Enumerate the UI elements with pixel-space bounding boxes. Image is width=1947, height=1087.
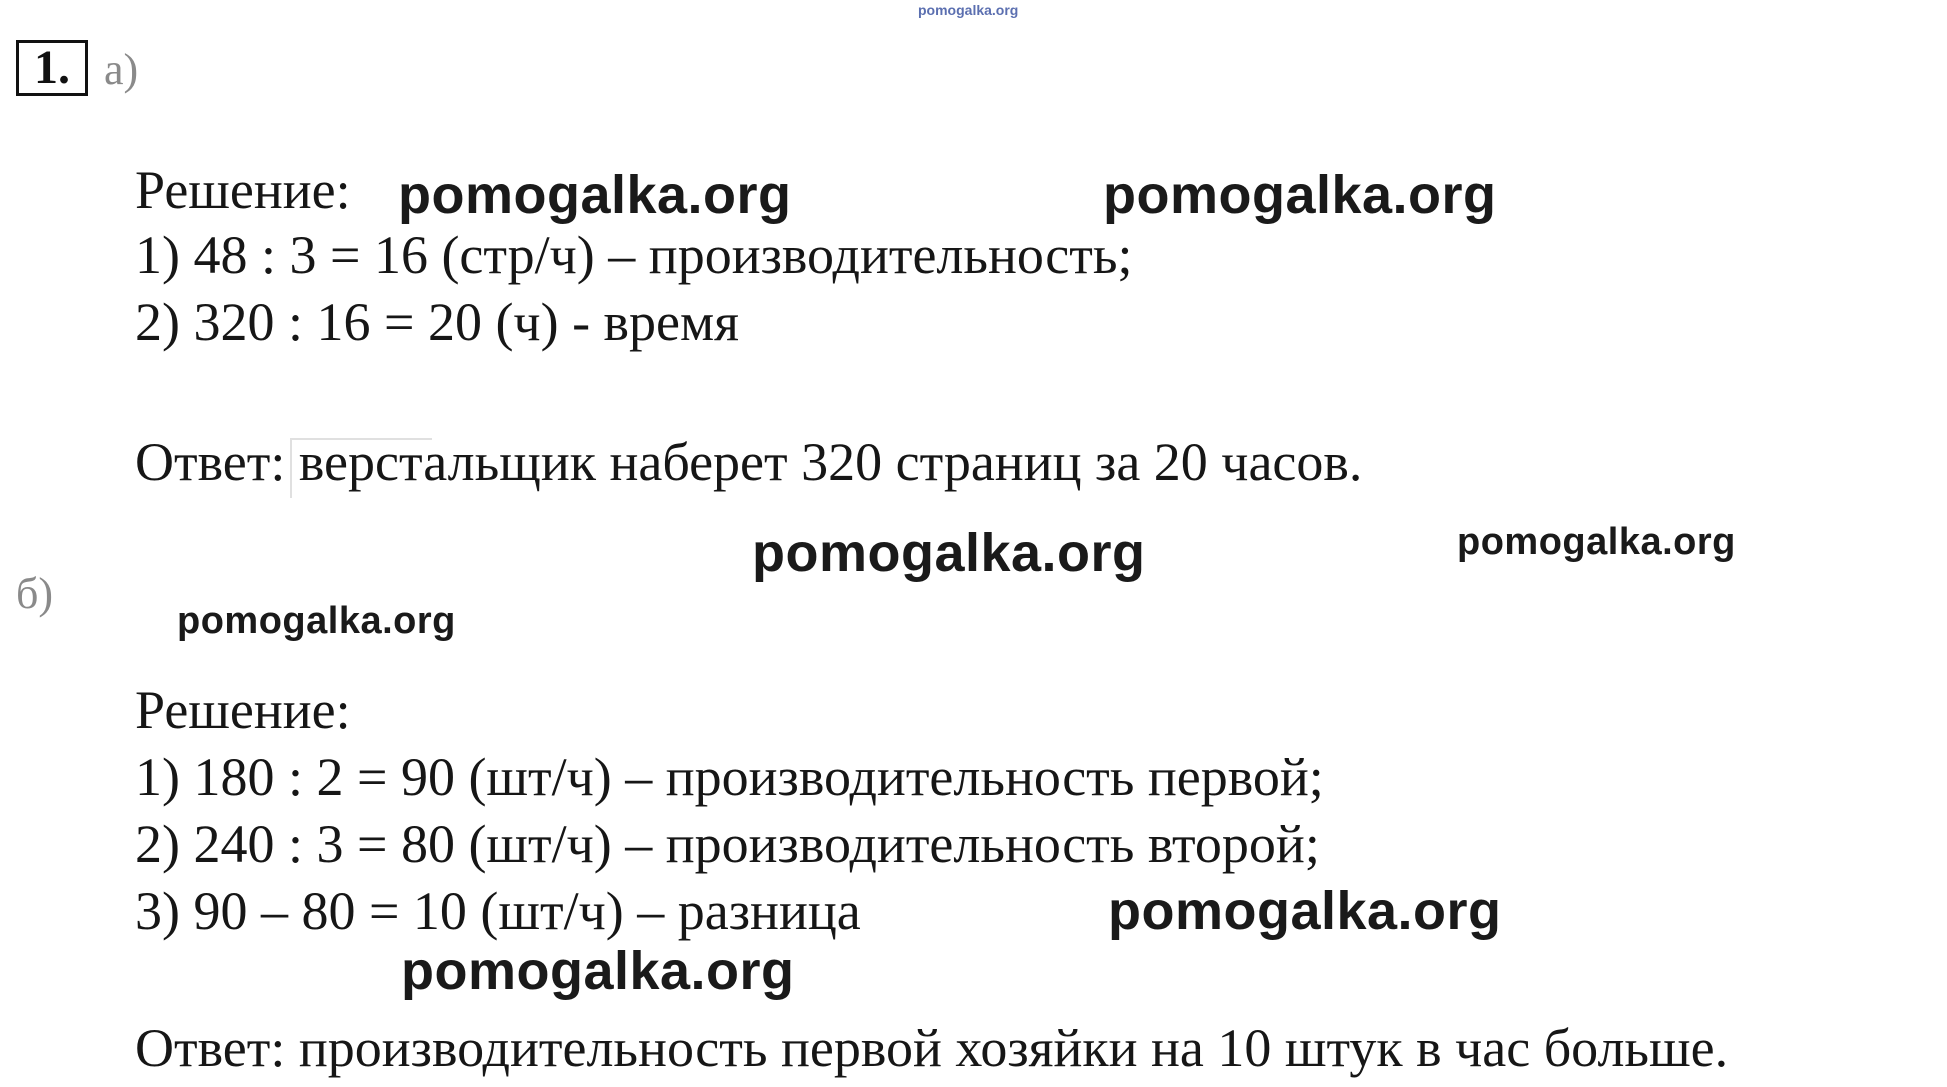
part-a-solution-label: Решение: <box>135 160 351 220</box>
part-a-step-1: 1) 48 : 3 = 16 (стр/ч) – производительность; <box>135 225 1133 285</box>
watermark-2: pomogalka.org <box>1103 165 1497 225</box>
part-a-step-2: 2) 320 : 16 = 20 (ч) - время <box>135 292 740 352</box>
watermark-7: pomogalka.org <box>401 941 795 1001</box>
watermark-5: pomogalka.org <box>177 600 456 642</box>
part-b-step-1: 1) 180 : 2 = 90 (шт/ч) – производительность первой; <box>135 747 1324 807</box>
part-b-answer: Ответ: производительность первой хозяйки на 10 штук в час больше. <box>135 1018 1729 1078</box>
part-a-answer: Ответ: верстальщик наберет 320 страниц за 20 часов. <box>135 432 1363 492</box>
watermark-3: pomogalka.org <box>752 523 1146 583</box>
part-b-label: б) <box>16 569 54 618</box>
part-b-step-2: 2) 240 : 3 = 80 (шт/ч) – производительность второй; <box>135 814 1320 874</box>
watermark-6: pomogalka.org <box>1108 881 1502 941</box>
watermark-1: pomogalka.org <box>398 165 792 225</box>
part-b-solution-label: Решение: <box>135 680 351 740</box>
task-number-box: 1. <box>16 40 88 96</box>
watermark-4: pomogalka.org <box>1457 521 1736 563</box>
part-a-label: а) <box>104 45 139 94</box>
site-watermark-top: pomogalka.org <box>918 2 1019 18</box>
part-b-step-3: 3) 90 – 80 = 10 (шт/ч) – разница <box>135 881 861 941</box>
